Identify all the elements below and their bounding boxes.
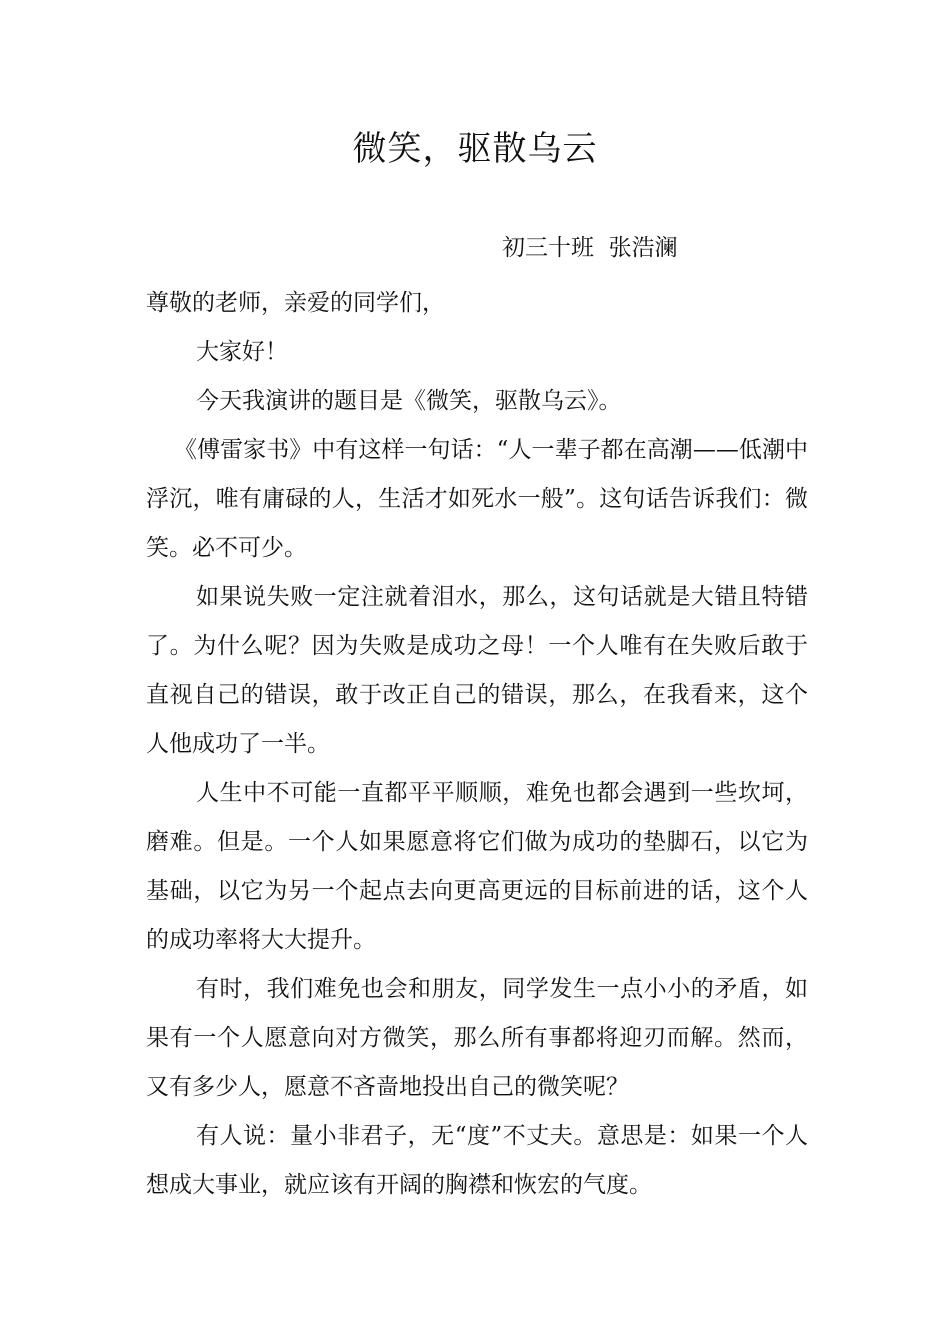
paragraph-hardship: 人生中不可能一直都平平顺顺，难免也都会遇到一些坎坷，磨难。但是。一个人如果愿意将它们做为成功的垫脚石，以它为基础，以它为另一个起点去向更高更远的目标前进的话，这个人的成功率将大大提升。 <box>146 780 808 953</box>
document-body <box>146 279 808 1210</box>
paragraph-friendship: 有时，我们难免也会和朋友，同学发生一点小小的矛盾，如果有一个人愿意向对方微笑，那么所有事都将迎刃而解。然而，又有多少人，愿意不吝啬地投出自己的微笑呢？ <box>146 976 808 1100</box>
document-title: 微笑，驱散乌云 <box>352 129 598 169</box>
paragraph-topic: 今天我演讲的题目是《微笑，驱散乌云》。 <box>196 388 622 414</box>
author-line: 初三十班 张浩澜 <box>502 235 678 261</box>
paragraph-failure: 如果说失败一定注就着泪水，那么，这句话就是大错且特错了。为什么呢？因为失败是成功之母！一个人唯有在失败后敢于直视自己的错误，敢于改正自己的错误，那么，在我看来，这个人他成功了一半。 <box>146 584 808 757</box>
salutation: 尊敬的老师，亲爱的同学们， <box>146 290 445 316</box>
paragraph-greeting: 大家好！ <box>196 339 288 365</box>
paragraph-magnanimity: 有人说：量小非君子，无“度”不丈夫。意思是：如果一个人想成大事业，就应该有开阔的胸襟和恢宏的气度。 <box>146 1123 808 1198</box>
paragraph-quote: 《傅雷家书》中有这样一句话：“人一辈子都在高潮——低潮中浮沉，唯有庸碌的人，生活才如死水一般”。这句话告诉我们：微笑。必不可少。 <box>146 437 808 561</box>
